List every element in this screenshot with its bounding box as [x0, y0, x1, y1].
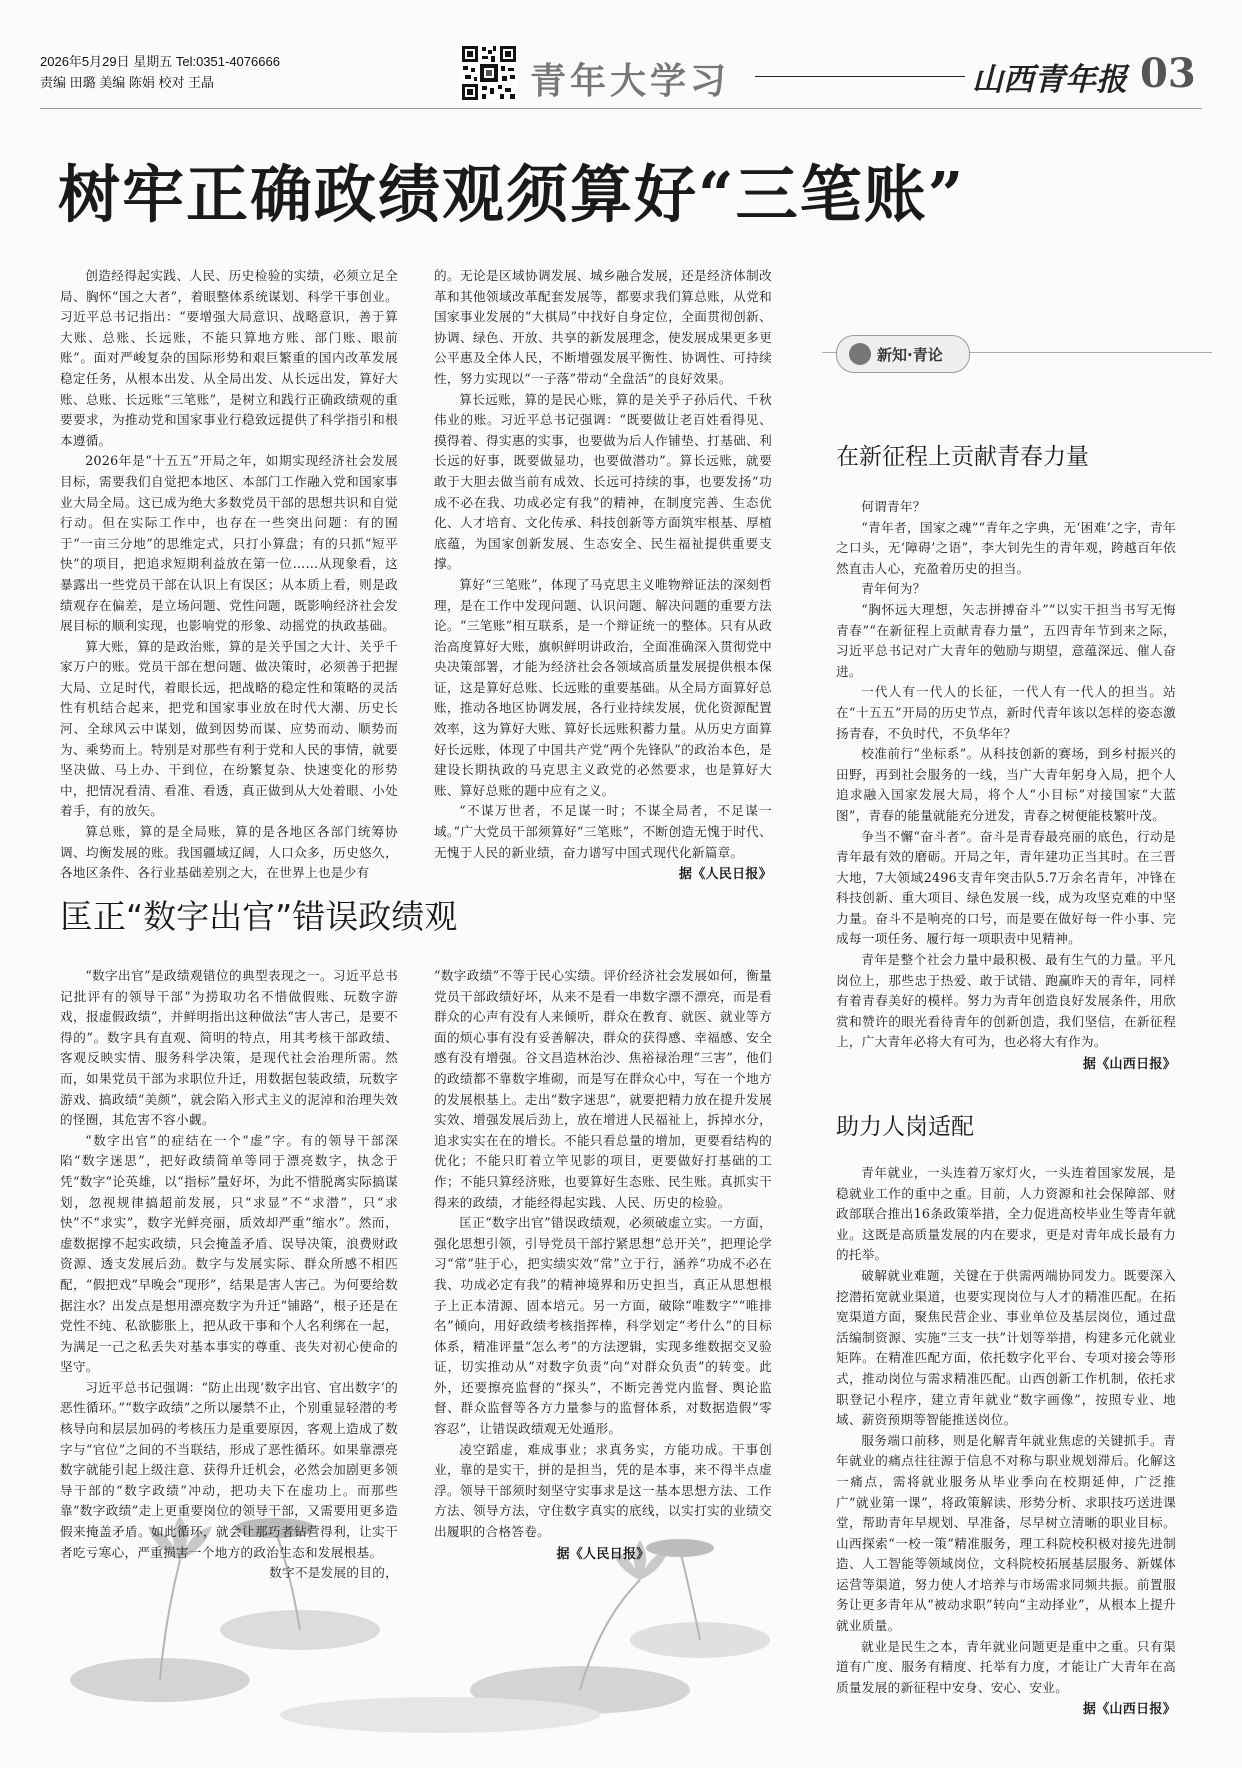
paragraph: 争当不懈“奋斗者”。奋斗是青春最亮丽的底色，行动是青年最有效的磨砺。开局之年，青年建功正当其时。在三晋大地，7大领域2496支青年突击队5.7万余名青年，冲锋在科技创新、重大项目、绿色发展一线，成为攻坚克难的中坚力量。奋斗不是响亮的口号，而是要在做好每一件小事、完成每一项任务、履行每一项职责中见精神。	[836, 828, 1176, 947]
column-badge	[836, 335, 970, 373]
article2-column-2	[434, 966, 772, 1686]
article3-title: 在新征程上贡献青春力量	[836, 444, 1089, 470]
article2-source: 据《人民日报》	[556, 1546, 650, 1562]
paragraph: 就业是民生之本，青年就业问题更是重中之重。只有渠道有广度、服务有精度、托举有力度，才能让广大青年在高质量发展的新征程中安身、安心、安业。	[836, 1638, 1176, 1695]
paragraph: 的。无论是区域协调发展、城乡融合发展，还是经济体制改革和其他领域改革配套发展等，都要求我们算总账，从党和国家事业发展的“大棋局”中找好自身定位，全面贯彻创新、协调、绿色、开放、共享的新发展理念，使发展成果更多更公平惠及全体人民，不断增强发展平衡性、协调性、可持续性，努力实现以“一子落”带动“全盘活”的良好效果。	[434, 268, 772, 386]
article1-column-2	[434, 266, 772, 886]
paragraph: “数字政绩”不等于民心实绩。评价经济社会发展如何，衡量党员干部政绩好坏，从来不是看一串数字漂不漂亮，而是看群众的心声有没有人来倾听，群众在教育、就医、就业等方面的烦心事有没有妥善解决，群众的获得感、幸福感、安全感有没有增强。谷文昌造林治沙、焦裕禄治理“三害”，他们的政绩都不靠数字堆砌，而是写在群众心中，写在一个地方的发展根基上。走出“数字迷思”，就要把精力放在提升发展实效、增强发展后劲上，放在增进人民福祉上，拆掉水分，追求实实在在的增长。不能只看总量的增加，更要看结构的优化；不能只盯着立竿见影的项目，更要做好打基础的工作；不能只算经济账，也要算好生态账、民生账。真抓实干得来的政绩，才能经得起实践、人民、历史的检验。	[434, 968, 772, 1210]
article1-column-1	[60, 266, 398, 884]
article2-title: 匡正“数字出官”错误政绩观	[60, 897, 458, 936]
paragraph: 数字不是发展的目的，	[269, 1565, 398, 1581]
paragraph: “不谋万世者，不足谋一时；不谋全局者，不足谋一域。”广大党员干部须算好“三笔账”，不断创造无愧于时代、无愧于人民的新业绩，奋力谱写中国式现代化新篇章。	[434, 803, 772, 860]
editors-line: 责编 田璐 美编 陈娟 校对 王晶	[40, 75, 215, 90]
paragraph: 服务端口前移，则是化解青年就业焦虑的关键抓手。青年就业的痛点往往源于信息不对称与职业规划滞后。化解这一痛点，需将就业服务从毕业季向在校期延伸，广泛推广“就业第一课”，将政策解读、形势分析、求职技巧送进课堂，帮助青年早规划、早准备，尽早树立清晰的职业目标。山西探索“一校一策”精准服务，理工科院校积极对接先进制造、人工智能等领域岗位，文科院校拓展基层服务、新媒体运营等渠道，努力使人才培养与市场需求同频共振。前置服务让更多青年从“被动求职”转向“主动择业”，从根本上提升就业质量。	[836, 1432, 1176, 1634]
badge-dot-icon	[849, 343, 871, 365]
paragraph: 青年是整个社会力量中最积极、最有生气的力量。平凡岗位上，那些忠于热爱、敢于试错、跑赢昨天的青年，同样有着青春美好的模样。努力为青年创造良好发展条件，用欣赏和赞许的眼光看待青年的创新创造，我们坚信，在新征程上，广大青年必将大有可为，也必将大有作为。	[836, 952, 1176, 1050]
paragraph: 算长远账，算的是民心账，算的是关乎子孙后代、千秋伟业的账。习近平总书记强调：“既要做让老百姓看得见、摸得着、得实惠的实事，也要做为后人作铺垫、打基础、利长远的好事，既要做显功，也要做潜功”。算长远账，就要敢于大胆去做当前有成效、长远可持续的事，也要发扬“功成不必在我、功成必定有我”的精神，在制度完善、生态优化、人才培育、文化传承、科技创新等方面筑牢根基、厚植底蕴，为国家创新发展、生态安全、民生福祉提供重要支撑。	[434, 391, 772, 572]
article4-body	[836, 1163, 1176, 1721]
paragraph: 青年就业，一头连着万家灯火，一头连着国家发展，是稳就业工作的重中之重。目前，人力资源和社会保障部、财政部联合推出16条政策举措，全力促进高校毕业生等青年就业。这既是高质量发展的内在要求，更是对青年成长最有力的托举。	[836, 1165, 1176, 1263]
paragraph: 算好“三笔账”，体现了马克思主义唯物辩证法的深刻哲理，是在工作中发现问题、认识问题、解决问题的重要方法论。“三笔账”相互联系，是一个辩证统一的整体。只有从政治高度算好大账，旗帜鲜明讲政治，全面准确深入贯彻党中央决策部署，才能为经济社会各领域高质量发展提供根本保证，这是算好总账、长远账的重要基础。从全局方面算好总账，推动各地区协调发展，各行业持续发展，优化资源配置效率，这为算好大账、算好长远账积蓄力量。从历史方面算好长远账，体现了中国共产党“两个先锋队”的政治本色，是建设长期执政的马克思主义政党的必然要求，也是算好大账、算好总账的题中应有之义。	[434, 576, 772, 798]
paragraph: “数字出官”的症结在一个“虚”字。有的领导干部深陷“数字迷思”，把好政绩简单等同于漂亮数字，执念于凭“数字”论英雄，以“指标”量好坏，为此不惜脱离实际搞谋划，忽视规律搞超前发展，只“求显”不“求潜”，只“求快”不“求实”，数字光鲜亮丽，质效却严重“缩水”。然而，虚数据撑不起实政绩，只会掩盖矛盾、误导决策，浪费财政资源、透支发展后劲。数字与发展实际、群众所感不相匹配，“假把戏”早晚会“现形”，结果是害人害己。为何要给数据注水？出发点是想用漂亮数字为升迁“铺路”，根子还是在党性不纯、私欲膨胀上，把从政干事和个人名利绑在一起，为满足一己之私丢失对基本事实的尊重、丧失对初心使命的坚守。	[60, 1132, 398, 1375]
paragraph: 校准前行“坐标系”。从科技创新的赛场，到乡村振兴的田野，再到社会服务的一线，当广大青年躬身入局，把个人追求融入国家发展大局，将个人“小目标”对接国家“大蓝图”，青春的能量就能充分迸发，青春之树便能枝繁叶茂。	[836, 746, 1176, 823]
article2-column-1	[60, 966, 398, 1686]
paragraph: 青年何为？	[861, 581, 926, 597]
article1-source: 据《人民日报》	[678, 867, 772, 883]
paragraph: “胸怀远大理想，矢志拼搏奋斗”“以实干担当书写无悔青春”“在新征程上贡献青春力量”，五四青年节到来之际，习近平总书记对广大青年的勉励与期望，意蕴深远、催人奋进。	[836, 601, 1176, 679]
date-line: 2026年5月29日 星期五 Tel:0351-4076666	[40, 54, 280, 69]
paragraph: “数字出官”是政绩观错位的典型表现之一。习近平总书记批评有的领导干部“为捞取功名不惜做假账、玩数字游戏，报虚假政绩”，并鲜明指出这种做法“害人害己，是要不得的”。数字具有直观、简明的特点，用其考核干部政绩、客观反映实情、服务科学决策，是现代社会治理所需。然而，如果党员干部为求职位升迁，用数据包装政绩，玩数字游戏、搞政绩“美颜”，就会陷入形式主义的泥淖和治理失效的怪圈，其危害不容小觑。	[60, 968, 398, 1128]
article4-title: 助力人岗适配	[836, 1114, 974, 1140]
paragraph: 何谓青年？	[861, 499, 926, 514]
header-rule	[755, 76, 965, 77]
article1-title: 树牢正确政绩观须算好“三笔账”	[58, 158, 966, 231]
article4-source: 据《山西日报》	[1082, 1702, 1176, 1718]
paragraph: 一代人有一代人的长征，一代人有一代人的担当。站在“十五五”开局的历史节点，新时代青年该以怎样的姿态激扬青春，不负时代，不负华年？	[836, 684, 1176, 741]
section-title: 青年大学习	[530, 61, 731, 102]
paragraph: 2026年是“十五五”开局之年，如期实现经济社会发展目标，需要我们自觉把本地区、本部门工作融入党和国家事业大局全局。这已成为绝大多数党员干部的思想共识和自觉行动。但在实际工作中，也存在一些突出问题：有的囿于“一亩三分地”的思维定式，只打小算盘；有的只抓“短平快”的项目，把追求短期利益放在第一位……从现象看，这暴露出一些党员干部在认识上有误区；从本质上看，则是政绩观存在偏差，是立场问题、党性问题，既影响经济社会发展目标的顺利实现，也影响党的形象、动摇党的执政基础。	[60, 453, 398, 634]
header-divider	[40, 108, 1202, 109]
paragraph: 破解就业难题，关键在于供需两端协同发力。既要深入挖潜拓宽就业渠道，也要实现岗位与人才的精准匹配。在拓宽渠道方面，聚焦民营企业、事业单位及基层岗位，通过盘活编制资源、实施“三支一扶”计划等举措，构建多元化就业矩阵。在精准匹配方面，依托数字化平台、专项对接会等形式，推动岗位与需求精准匹配。山西创新工作机制，依托求职登记小程序，建立青年就业“数字画像”，按照专业、地域、薪资预期等智能推送岗位。	[836, 1267, 1176, 1428]
paragraph: “青年者，国家之魂”“青年之字典，无‘困难’之字，青年之口头，无‘障碍’之语”，李大钊先生的青年观，跨越百年依然直击人心，充盈着历史的担当。	[836, 519, 1176, 576]
article3-source: 据《山西日报》	[1082, 1057, 1176, 1073]
masthead-logo: 山西青年报	[972, 62, 1127, 98]
paragraph: 匡正“数字出官”错误政绩观，必须破虚立实。一方面，强化思想引领，引导党员干部拧紧思想“总开关”，把理论学习“常”驻于心，把实绩实效“常”立于行，涵养“功成不必在我、功成必定有我”的精神境界和历史担当，真正从思想根子上正本清源、固本培元。另一方面，破除“唯数字”“唯排名”倾向，用好政绩考核指挥棒，科学划定“考什么”的目标体系，精准评量“怎么考”的方法逻辑，实现多维数据交叉验证，切实推动从“对数字负责”向“对群众负责”的转变。此外，还要擦亮监督的“探头”，不断完善党内监督、舆论监督、群众监督等各方力量参与的监督体系，对数据造假“零容忍”，让错误政绩观无处遁形。	[434, 1215, 772, 1437]
paragraph: 创造经得起实践、人民、历史检验的实绩，必须立足全局、胸怀“国之大者”，着眼整体系统谋划、科学干事创业。习近平总书记指出：“要增强大局意识、战略意识，善于算大账、总账、长远账，不能只算地方账、部门账、眼前账”。面对严峻复杂的国际形势和艰巨繁重的国内改革发展稳定任务，从根本出发、从全局出发、从长远出发，算好大账、总账、长远账“三笔账”，是树立和践行正确政绩观的重要要求，为推动党和国家事业行稳致远提供了科学指引和根本遵循。	[60, 268, 398, 448]
paragraph: 凌空蹈虚，难成事业；求真务实，方能功成。干事创业，靠的是实干，拼的是担当，凭的是本事，来不得半点虚浮。领导干部须时刻坚守实事求是这一基本思想方法、工作方法、领导方法，守住数字真实的底线，以实打实的业绩交出履职的合格答卷。	[434, 1441, 772, 1540]
page-number: 03	[1140, 50, 1196, 97]
qr-code-icon	[460, 44, 518, 102]
paragraph: 算大账，算的是政治账，算的是关乎国之大计、关乎千家万户的账。党员干部在想问题、做决策时，必须善于把握大局、立足时代，着眼长远，把战略的稳定性和策略的灵活性有机结合起来，把党和国家事业放在时代大潮、历史长河、全球风云中谋划，做到因势而谋、应势而动、顺势而为、乘势而上。特别是对那些有利于党和人民的事情，就要坚决做、马上办、干到位，在纷繁复杂、快速变化的形势中，把情况看清、看准、看透，真正做到从大处着眼、小处着手，有的放矢。	[60, 638, 398, 819]
paragraph: 算总账，算的是全局账，算的是各地区各部门统筹协调、均衡发展的账。我国疆域辽阔，人口众多，历史悠久，各地区条件、各行业基础差别之大，在世界上也是少有	[60, 824, 398, 881]
article3-body	[836, 497, 1176, 1073]
column-badge-label: 新知·青论	[877, 346, 943, 364]
paragraph: 习近平总书记强调：“防止出现‘数字出官、官出数字’的恶性循环。”“数字政绩”之所以屡禁不止，个别重显轻潜的考核导向和层层加码的考核压力是重要原因，客观上造成了数字与“官位”之间的不当联结，形成了恶性循环。如果靠漂亮数字就能引起上级注意、获得升迁机会，必然会加剧更多领导干部的“数字政绩”冲动，把功夫下在虚功上。而那些靠“数字政绩”走上更重要岗位的领导干部，又需要用更多造假来掩盖矛盾。如此循环，就会让那巧者钻营得利，让实干者吃亏寒心，严重损害一个地方的政治生态和发展根基。	[60, 1379, 398, 1560]
